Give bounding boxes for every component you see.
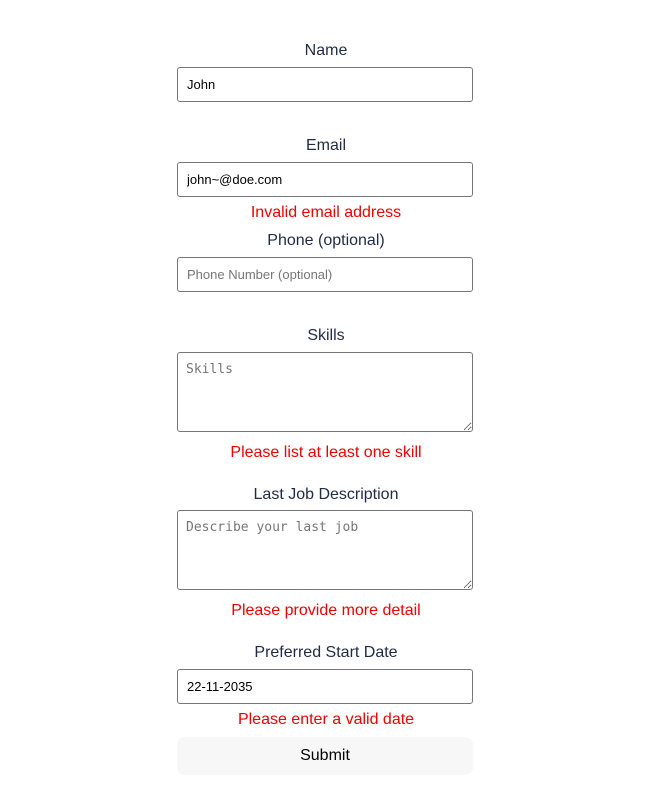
email-input[interactable] bbox=[177, 162, 473, 197]
name-input[interactable] bbox=[177, 67, 473, 102]
last-job-textarea[interactable] bbox=[177, 510, 473, 590]
email-error-message: Invalid email address bbox=[250, 204, 402, 221]
skills-label: Skills bbox=[307, 327, 345, 344]
last-job-error-message: Please provide more detail bbox=[231, 602, 421, 619]
email-label: Email bbox=[305, 137, 346, 154]
name-label: Name bbox=[304, 42, 348, 59]
skills-error-message: Please list at least one skill bbox=[230, 444, 422, 461]
skills-textarea[interactable] bbox=[177, 352, 473, 432]
phone-input[interactable] bbox=[177, 257, 473, 292]
start-date-error-message: Please enter a valid date bbox=[237, 711, 415, 728]
start-date-label: Preferred Start Date bbox=[254, 644, 398, 661]
phone-label: Phone (optional) bbox=[267, 232, 385, 249]
last-job-label: Last Job Description bbox=[253, 486, 399, 503]
submit-button[interactable]: Submit bbox=[177, 737, 473, 775]
start-date-input[interactable] bbox=[177, 669, 473, 704]
